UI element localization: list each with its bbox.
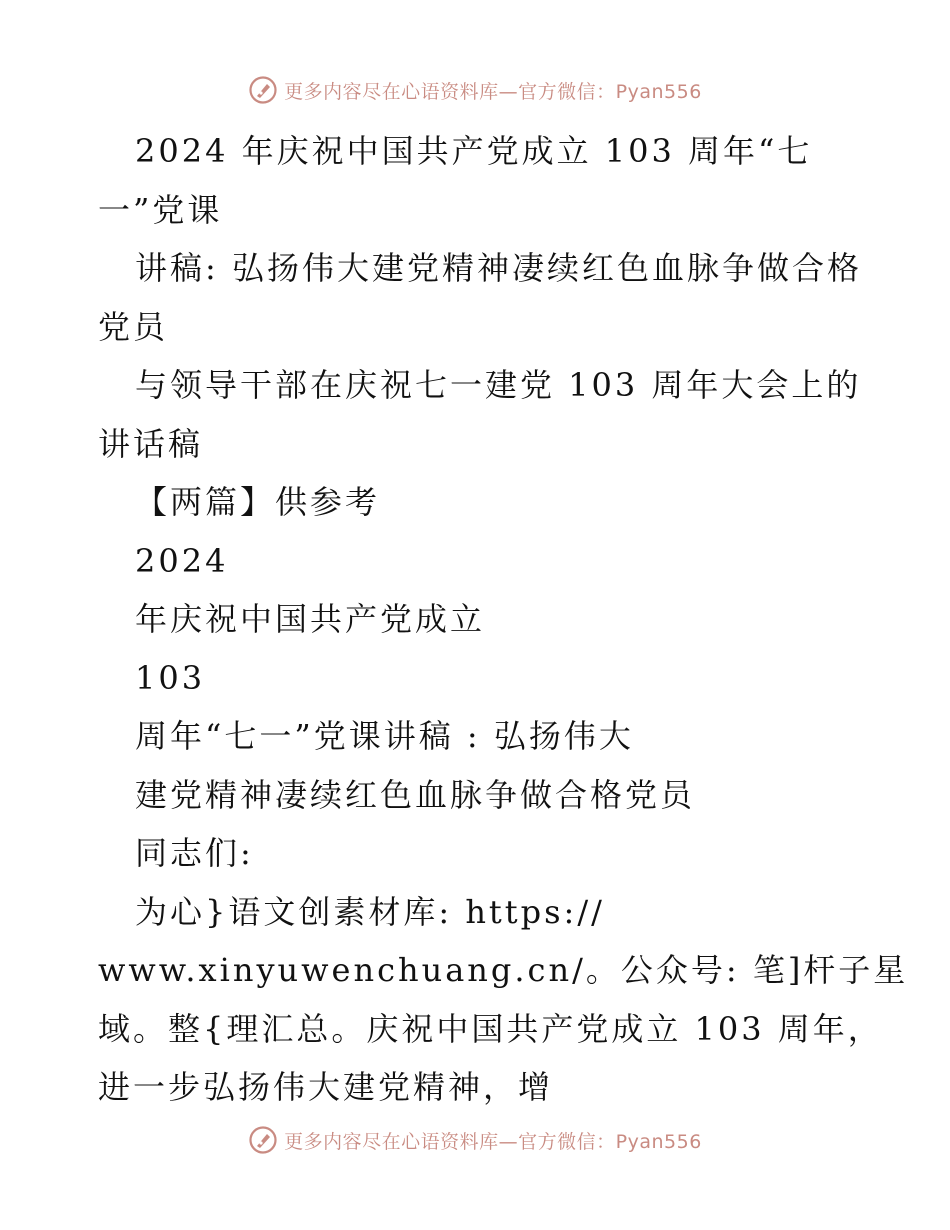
text-line: 为心}语文创素材库: https://: [135, 892, 605, 931]
text-line: 2024: [135, 541, 229, 580]
text-line: 进一步弘扬伟大建党精神，增: [98, 1068, 554, 1106]
text-line: 2024 年庆祝中国共产党成立 103 周年“七: [135, 132, 813, 170]
text-line: 与领导干部在庆祝七一建党 103 周年大会上的: [135, 366, 862, 404]
watermark-text: 更多内容尽在心语资料库—官方微信：Pyan556: [284, 80, 702, 103]
pen-nib-circle-icon: [248, 75, 278, 105]
pen-nib-circle-icon: [248, 1125, 278, 1155]
text-line: 域。整{理汇总。庆祝中国共产党成立 103 周年，: [98, 1009, 883, 1048]
text-line: 年庆祝中国共产党成立: [135, 600, 486, 638]
text-line: 讲稿: 弘扬伟大建党精神凄续红色血脉争做合格: [135, 249, 862, 287]
watermark-text: 更多内容尽在心语资料库—官方微信：Pyan556: [284, 1130, 702, 1153]
text-line: 一”党课: [98, 190, 223, 229]
text-line: 建党精神凄续红色血脉争做合格党员: [135, 775, 696, 814]
text-line: 党员: [98, 307, 169, 346]
text-line: 周年“七一”党课讲稿 : 弘扬伟大: [135, 717, 634, 755]
footer-watermark-banner: [0, 1120, 950, 1160]
text-line: 【两篇】供参考: [135, 483, 381, 521]
text-line: 讲话稿: [98, 424, 204, 463]
text-line: 103: [135, 658, 206, 697]
document-body: [98, 122, 909, 1117]
text-line: 同志们:: [135, 834, 254, 872]
text-line: www.xinyuwenchuang.cn/。公众号: 笔]杆子星: [98, 951, 909, 989]
header-watermark-banner: [0, 70, 950, 110]
